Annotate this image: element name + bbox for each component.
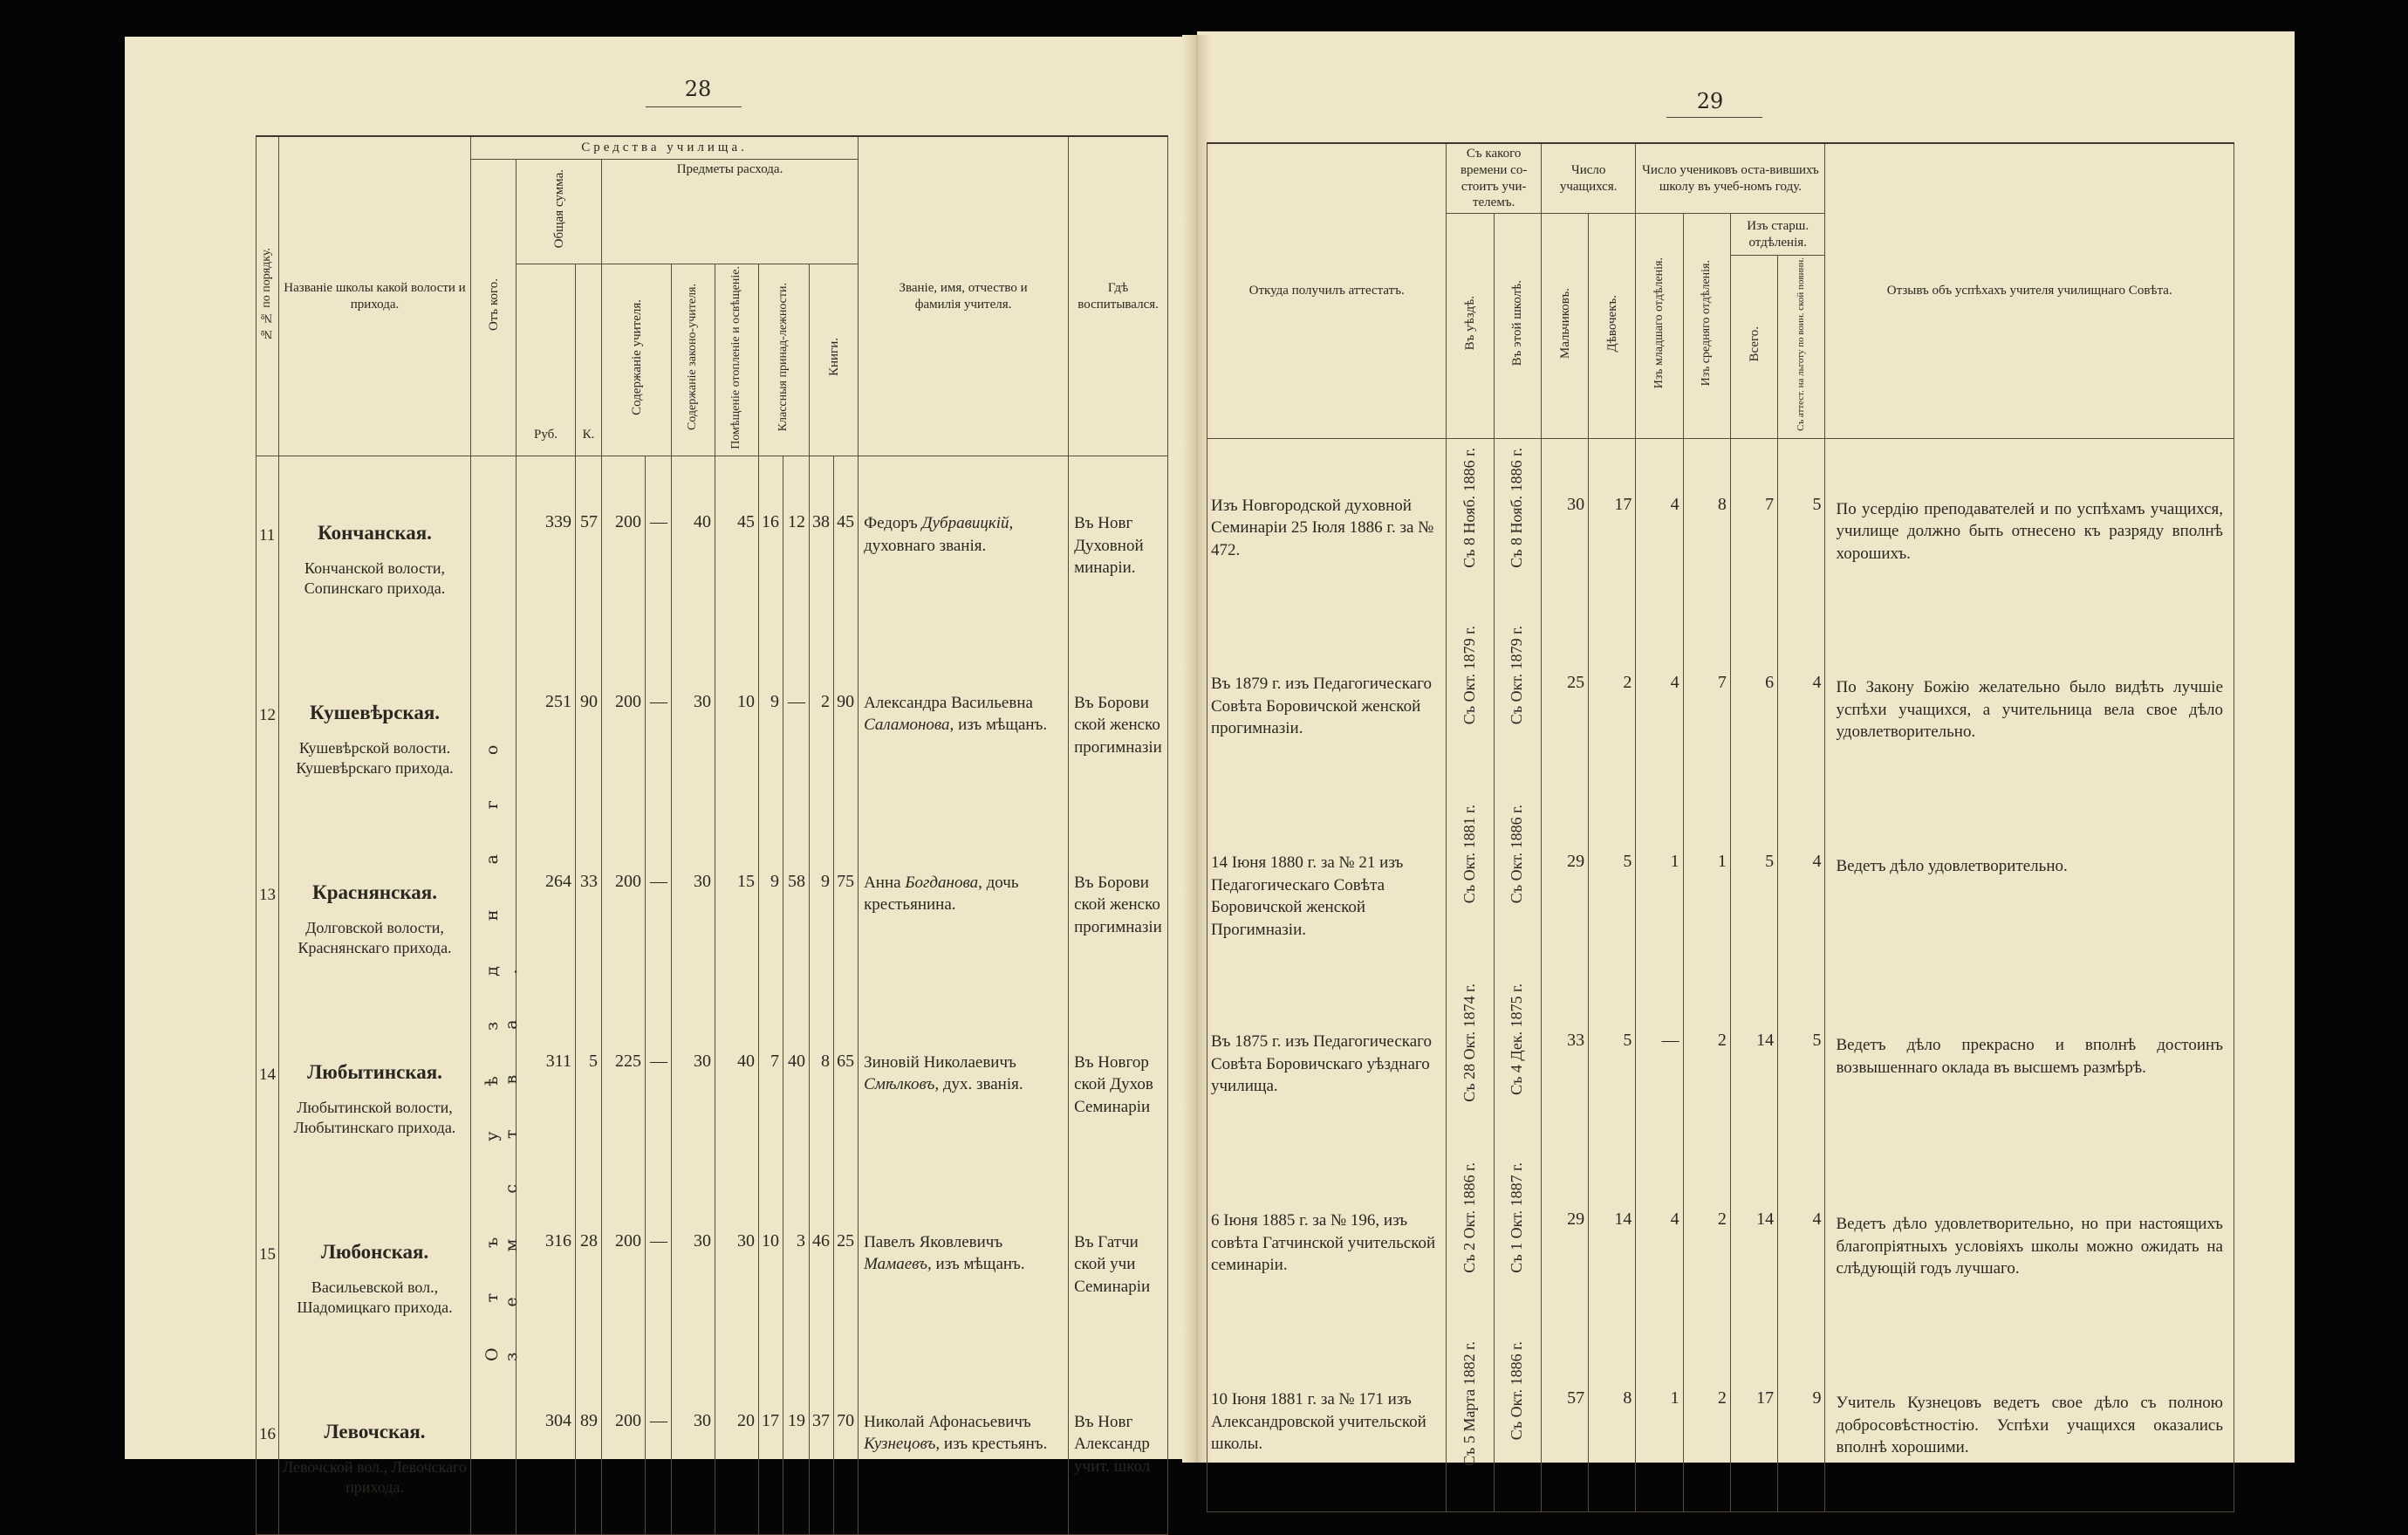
boys-count: 25 (1541, 617, 1588, 796)
where-educated: Въ Новгор ской Духов Семинаріи (1069, 996, 1168, 1175)
school-location: Левочской вол., Левочскаго прихода. (282, 1457, 468, 1496)
books-kop: 46 (810, 1175, 834, 1355)
header-from-senior: Изъ старш. отдѣленія. (1730, 214, 1825, 256)
header-with-cert: Съ аттест. на льготу по воин. ской повинн. (1778, 256, 1825, 439)
right-page-number-rule (1666, 117, 1762, 118)
teacher-name: Николай Афонасьевичъ Кузнецовъ, изъ крестьянъ. (859, 1355, 1069, 1535)
right-table-row (1207, 1333, 2234, 1511)
total-kop: 5 (576, 996, 602, 1175)
school-name: Любонская. (320, 1240, 429, 1263)
left-with-cert: 5 (1778, 438, 1825, 617)
left-table-row (257, 1355, 1168, 1535)
header-school: Названіе школы какой волости и прихода. (279, 136, 471, 456)
right-table-row (1207, 617, 2234, 796)
header-from-whom: Отъ кого. (471, 159, 516, 456)
header-law-teacher: Содержаніе законо-учителя. (672, 264, 715, 456)
books-kop: 37 (810, 1355, 834, 1535)
left-table-row (257, 816, 1168, 996)
total-kop: 90 (576, 636, 602, 816)
header-from-junior: Изъ младшаго отдѣленія. (1636, 214, 1683, 439)
school-name: Кушевѣрская. (309, 701, 441, 723)
teacher-salary: 200 (602, 1355, 646, 1535)
supplies-kop: 9 (759, 636, 783, 816)
since-school: Съ Окт. 1879 г. (1494, 617, 1541, 796)
left-table-row (257, 996, 1168, 1175)
total-rub: 264 (516, 816, 576, 996)
review: По Закону Божію желательно было видѣть лучшіе успѣхи учащихся, а учительница вела свое дѣло удовлетворительно. (1825, 617, 2234, 796)
premises: 30 (672, 1355, 715, 1535)
header-from-middle: Изъ средняго отдѣленія. (1683, 214, 1730, 439)
books-rub: 19 (783, 1355, 810, 1535)
boys-count: 29 (1541, 796, 1588, 975)
left-from-junior: 1 (1636, 796, 1683, 975)
supplies-kop: 17 (759, 1355, 783, 1535)
where-educated: Въ Борови ской женско прогимназіи (1069, 636, 1168, 816)
school-name: Любытинская. (307, 1060, 442, 1083)
left-with-cert: 5 (1778, 975, 1825, 1154)
extra-kop: 45 (834, 456, 859, 636)
total-rub: 311 (516, 996, 576, 1175)
girls-count: 5 (1589, 975, 1636, 1154)
school-name: Краснянская. (312, 881, 437, 903)
header-teacher-salary: Содержаніе учителя. (602, 264, 672, 456)
header-teacher-name: Званіе, имя, отчество и фамилія учителя. (859, 136, 1069, 456)
girls-count: 5 (1589, 796, 1636, 975)
school-cell (279, 816, 471, 996)
total-rub: 339 (516, 456, 576, 636)
right-table-row (1207, 975, 2234, 1154)
teacher-salary: 200 (602, 816, 646, 996)
header-no: № № по порядку. (257, 136, 279, 456)
law-teacher: — (646, 996, 672, 1175)
premises: 30 (672, 816, 715, 996)
books-kop: 9 (810, 816, 834, 996)
left-from-middle: 1 (1683, 796, 1730, 975)
premises: 30 (672, 996, 715, 1175)
header-means: Средства училища. (471, 136, 859, 159)
school-cell (279, 636, 471, 816)
header-books: Книги. (810, 264, 859, 456)
left-table-row (257, 636, 1168, 816)
review: По усердію преподавателей и по успѣхамъ учащихся, училище должно быть отнесено къ разряду вполнѣ хорошихъ. (1825, 438, 2234, 617)
teacher-salary: 200 (602, 1175, 646, 1355)
since-district: Съ 2 Окт. 1886 г. (1447, 1154, 1494, 1333)
review: Учитель Кузнецовъ ведетъ свое дѣло съ полною добросовѣстностію. Успѣхи учащихся оказались вполнѣ хорошими. (1825, 1333, 2234, 1511)
girls-count: 17 (1589, 438, 1636, 617)
law-teacher: — (646, 1355, 672, 1535)
left-from-middle: 2 (1683, 975, 1730, 1154)
header-boys: Мальчиковъ. (1541, 214, 1588, 439)
books-rub: 3 (783, 1175, 810, 1355)
school-name: Кончанская. (318, 522, 432, 545)
header-premises: Помѣщеніе отопленіе и освѣщеніе. (715, 264, 759, 456)
girls-count: 8 (1589, 1333, 1636, 1511)
supplies-kop: 7 (759, 996, 783, 1175)
row-number: 12 (257, 636, 279, 816)
school-cell (279, 456, 471, 636)
row-number: 13 (257, 816, 279, 996)
books-rub: — (783, 636, 810, 816)
law-teacher: — (646, 636, 672, 816)
total-kop: 33 (576, 816, 602, 996)
header-where-educated: Гдѣ воспитывался. (1069, 136, 1168, 456)
premises: 30 (672, 636, 715, 816)
left-from-junior: 1 (1636, 1333, 1683, 1511)
header-left-count: Число учениковъ оста-вившихъ школу въ учеб-номъ году. (1636, 143, 1825, 214)
total-kop: 28 (576, 1175, 602, 1355)
girls-count: 2 (1589, 617, 1636, 796)
left-page-number: 28 (684, 77, 712, 101)
left-with-cert: 9 (1778, 1333, 1825, 1511)
review: Ведетъ дѣло удовлетворительно, но при настоящихъ благопріятныхъ условіяхъ школы можно ожидать на слѣдующій годъ лучшаго. (1825, 1154, 2234, 1333)
left-table-row (257, 456, 1168, 636)
teacher-salary: 225 (602, 996, 646, 1175)
teacher-name: Зиновій Николаевичъ Смѣлковъ, дух. званія. (859, 996, 1069, 1175)
since-school: Съ 8 Нояб. 1886 г. (1494, 438, 1541, 617)
supplies-rub: 40 (715, 996, 759, 1175)
law-teacher: — (646, 1175, 672, 1355)
since-district: Съ 5 Марта 1882 г. (1447, 1333, 1494, 1511)
left-from-junior: 4 (1636, 617, 1683, 796)
extra-kop: 70 (834, 1355, 859, 1535)
total-kop: 57 (576, 456, 602, 636)
where-educated: Въ Новг Духовной минаріи. (1069, 456, 1168, 636)
since-school: Съ 1 Окт. 1887 г. (1494, 1154, 1541, 1333)
school-location: Васильевской вол., Шадомицкаго прихода. (297, 1278, 453, 1316)
header-pupils-count: Число учащихся. (1541, 143, 1636, 214)
books-kop: 38 (810, 456, 834, 636)
supplies-rub: 45 (715, 456, 759, 636)
left-total: 14 (1730, 975, 1777, 1154)
school-cell (279, 1175, 471, 1355)
supplies-rub: 30 (715, 1175, 759, 1355)
left-from-junior: 4 (1636, 438, 1683, 617)
header-kop: К. (576, 264, 602, 456)
attestat: 10 Іюня 1881 г. за № 171 изъ Александровской учительской школы. (1207, 1333, 1447, 1511)
books-rub: 12 (783, 456, 810, 636)
extra-kop: 65 (834, 996, 859, 1175)
supplies-kop: 16 (759, 456, 783, 636)
left-register-table (256, 135, 1168, 1535)
left-from-junior: — (1636, 975, 1683, 1154)
header-class-supplies: Классныя принад-лежности. (759, 264, 810, 456)
vertical-group-label: Отъ уѣзднаго земства. (482, 699, 521, 1361)
left-total: 14 (1730, 1154, 1777, 1333)
left-from-middle: 8 (1683, 438, 1730, 617)
supplies-rub: 15 (715, 816, 759, 996)
left-total: 5 (1730, 796, 1777, 975)
since-district: Съ Окт. 1879 г. (1447, 617, 1494, 796)
since-district: Съ 28 Окт. 1874 г. (1447, 975, 1494, 1154)
row-number: 16 (257, 1355, 279, 1535)
since-district: Съ 8 Нояб. 1886 г. (1447, 438, 1494, 617)
premises: 40 (672, 456, 715, 636)
attestat: Изъ Новгородской духовной Семинаріи 25 Іюля 1886 г. за № 472. (1207, 438, 1447, 617)
girls-count: 14 (1589, 1154, 1636, 1333)
left-total: 7 (1730, 438, 1777, 617)
school-name: Левочская. (324, 1420, 426, 1442)
header-girls: Дѣвочекъ. (1589, 214, 1636, 439)
boys-count: 33 (1541, 975, 1588, 1154)
right-table-row (1207, 1154, 2234, 1333)
right-page-number: 29 (1696, 89, 1724, 113)
left-page-number-rule (646, 106, 742, 107)
row-number: 15 (257, 1175, 279, 1355)
extra-kop: 90 (834, 636, 859, 816)
school-location: Любытинской волости, Любытинскаго прихода. (293, 1098, 456, 1136)
left-with-cert: 4 (1778, 1154, 1825, 1333)
attestat: 14 Іюня 1880 г. за № 21 изъ Педагогическаго Совѣта Боровичской женской Прогимназіи. (1207, 796, 1447, 975)
header-in-district: Въ уѣздѣ. (1447, 214, 1494, 439)
law-teacher: — (646, 456, 672, 636)
total-rub: 316 (516, 1175, 576, 1355)
review: Ведетъ дѣло удовлетворительно. (1825, 796, 2234, 975)
header-attestat: Откуда получилъ аттестатъ. (1207, 143, 1447, 438)
left-total: 6 (1730, 617, 1777, 796)
header-since-when: Съ какого времени со-стоитъ учи-телемъ. (1447, 143, 1542, 214)
school-location: Кончанской волости, Сопинскаго прихода. (304, 559, 446, 598)
teacher-name: Анна Богданова, дочь крестьянина. (859, 816, 1069, 996)
supplies-rub: 10 (715, 636, 759, 816)
where-educated: Въ Борови ской женско прогимназіи (1069, 816, 1168, 996)
total-rub: 304 (516, 1355, 576, 1535)
books-kop: 2 (810, 636, 834, 816)
since-school: Съ Окт. 1886 г. (1494, 1333, 1541, 1511)
right-table-row (1207, 438, 2234, 617)
boys-count: 29 (1541, 1154, 1588, 1333)
supplies-kop: 9 (759, 816, 783, 996)
books-rub: 40 (783, 996, 810, 1175)
from-whom-cell (471, 1355, 516, 1535)
extra-kop: 25 (834, 1175, 859, 1355)
supplies-kop: 10 (759, 1175, 783, 1355)
books-kop: 8 (810, 996, 834, 1175)
since-school: Съ Окт. 1886 г. (1494, 796, 1541, 975)
since-district: Съ Окт. 1881 г. (1447, 796, 1494, 975)
right-table-row (1207, 796, 2234, 975)
teacher-name: Павелъ Яковлевичъ Мамаевъ, изъ мѣщанъ. (859, 1175, 1069, 1355)
row-number: 11 (257, 456, 279, 636)
teacher-name: Федоръ Дубравицкій, духовнаго званія. (859, 456, 1069, 636)
extra-kop: 75 (834, 816, 859, 996)
since-school: Съ 4 Дек. 1875 г. (1494, 975, 1541, 1154)
left-from-junior: 4 (1636, 1154, 1683, 1333)
left-total: 17 (1730, 1333, 1777, 1511)
left-from-middle: 7 (1683, 617, 1730, 796)
books-rub: 58 (783, 816, 810, 996)
attestat: Въ 1875 г. изъ Педагогическаго Совѣта Боровичскаго уѣзднаго училища. (1207, 975, 1447, 1154)
left-from-middle: 2 (1683, 1333, 1730, 1511)
right-register-table (1207, 142, 2234, 1512)
left-with-cert: 4 (1778, 617, 1825, 796)
left-from-middle: 2 (1683, 1154, 1730, 1333)
header-total-all: Всего. (1730, 256, 1777, 439)
left-table-row (257, 1175, 1168, 1355)
attestat: 6 Іюня 1885 г. за № 196, изъ совѣта Гатчинской учительской семинаріи. (1207, 1154, 1447, 1333)
school-cell (279, 1355, 471, 1535)
premises: 30 (672, 1175, 715, 1355)
total-rub: 251 (516, 636, 576, 816)
left-with-cert: 4 (1778, 796, 1825, 975)
teacher-name: Александра Васильевна Саламонова, изъ мѣщанъ. (859, 636, 1069, 816)
header-in-school: Въ этой школѣ. (1494, 214, 1541, 439)
header-rub: Руб. (516, 264, 576, 456)
attestat: Въ 1879 г. изъ Педагогическаго Совѣта Боровичской женской прогимназіи. (1207, 617, 1447, 796)
row-number: 14 (257, 996, 279, 1175)
header-total: Общая сумма. (516, 159, 602, 264)
supplies-rub: 20 (715, 1355, 759, 1535)
teacher-salary: 200 (602, 636, 646, 816)
where-educated: Въ Новг Александр учит. школ (1069, 1355, 1168, 1535)
school-location: Долговской волости, Краснянскаго прихода. (298, 918, 452, 956)
review: Ведетъ дѣло прекрасно и вполнѣ достоинъ возвышеннаго оклада въ высшемъ размѣрѣ. (1825, 975, 2234, 1154)
total-kop: 89 (576, 1355, 602, 1535)
where-educated: Въ Гатчи ской учи Семинаріи (1069, 1175, 1168, 1355)
law-teacher: — (646, 816, 672, 996)
boys-count: 57 (1541, 1333, 1588, 1511)
header-review: Отзывъ объ успѣхахъ учителя училищнаго Совѣта. (1825, 143, 2234, 438)
school-location: Кушевѣрской волости. Кушевѣрскаго прихода. (296, 738, 454, 777)
school-cell (279, 996, 471, 1175)
teacher-salary: 200 (602, 456, 646, 636)
boys-count: 30 (1541, 438, 1588, 617)
header-expense-items: Предметы расхода. (602, 159, 859, 264)
